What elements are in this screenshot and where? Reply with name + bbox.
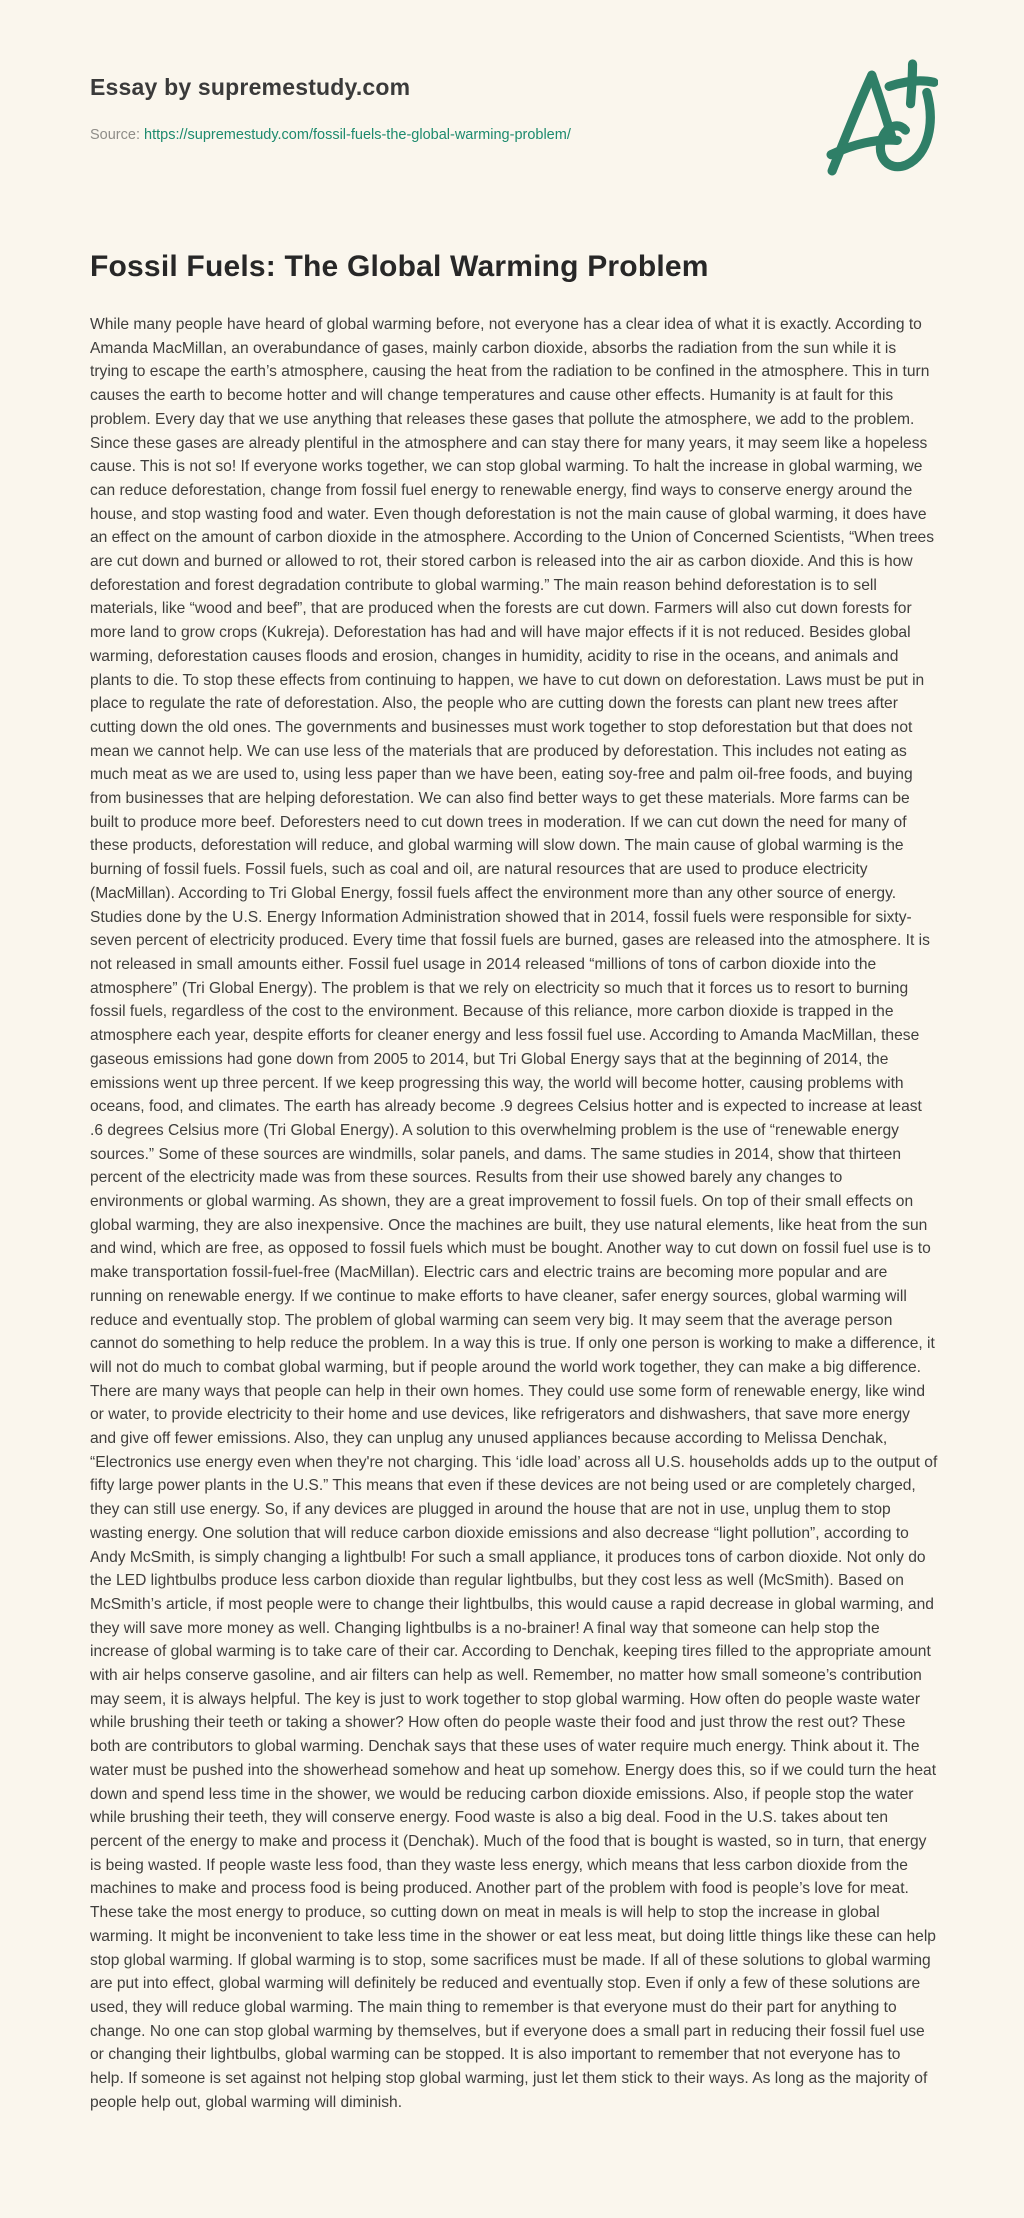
essay-body-text: While many people have heard of global warming before, not everyone has a clear idea of what it is exactly. According to Amanda MacMillan, an overabundance of gases, mainly carbon dioxide, absorbs the radiation from the sun while it is trying to escape the earth’s atmosphere, causing the heat from the radiation to be confined in the atmosphere. This in turn causes the earth to become hotter and will change temperatures and cause other effects. Humanity is at fault for this problem. Every day that we use anything that releases these gases that pollute the atmosphere, we add to the problem. Since these gases are already plentiful in the atmosphere and can stay there for many years, it may seem like a hopeless cause. This is not so! If everyone works together, we can stop global warming. To halt the increase in global warming, we can reduce deforestation, change from fossil fuel energy to renewable energy, find ways to conserve energy around the house, and stop wasting food and water. Even though deforestation is not the main cause of global warming, it does have an effect on the amount of carbon dioxide in the atmosphere. According to the Union of Concerned Scientists, “When trees are cut down and burned or allowed to rot, their stored carbon is released into the air as carbon dioxide. And this is how deforestation and forest degradation contribute to global warming.” The main reason behind deforestation is to sell materials, like “wood and beef”, that are produced when the forests are cut down. Farmers will also cut down forests for more land to grow crops (Kukreja). Deforestation has had and will have major effects if it is not reduced. Besides global warming, deforestation causes floods and erosion, changes in humidity, acidity to rise in the oceans, and animals and plants to die. To stop these effects from continuing to happen, we have to cut down on deforestation. Laws must be put in place to regulate the rate of deforestation. Also, the people who are cutting down the forests can plant new trees after cutting down the old ones. The governments and businesses must work together to stop deforestation but that does not mean we cannot help. We can use less of the materials that are produced by deforestation. This includes not eating as much meat as we are used to, using less paper than we have been, eating soy-free and palm oil-free foods, and buying from businesses that are helping deforestation. We can also find better ways to get these materials. More farms can be built to produce more beef. Deforesters need to cut down trees in moderation. If we can cut down the need for many of these products, deforestation will reduce, and global warming will slow down. The main cause of global warming is the burning of fossil fuels. Fossil fuels, such as coal and oil, are natural resources that are used to produce electricity (MacMillan). According to Tri Global Energy, fossil fuels affect the environment more than any other source of energy. Studies done by the U.S. Energy Information Administration showed that in 2014, fossil fuels were responsible for sixty-seven percent of electricity produced. Every time that fossil fuels are burned, gases are released into the atmosphere. It is not released in small amounts either. Fossil fuel usage in 2014 released “millions of tons of carbon dioxide into the atmosphere” (Tri Global Energy). The problem is that we rely on electricity so much that it forces us to resort to burning fossil fuels, regardless of the cost to the environment. Because of this reliance, more carbon dioxide is trapped in the atmosphere each year, despite efforts for cleaner energy and less fossil fuel use. According to Amanda MacMillan, these gaseous emissions had gone down from 2005 to 2014, but Tri Global Energy says that at the beginning of 2014, the emissions went up three percent. If we keep progressing this way, the world will become hotter, causing problems with oceans, food, and climates. The earth has already become .9 degrees Celsius hotter and is expected to increase at least .6 degrees Celsius more (Tri Global Energy). A solution to this overwhelming problem is the use of “renewable energy sources.” Some of these sources are windmills, solar panels, and dams. The same studies in 2014, show that thirteen percent of the electricity made was from these sources. Results from their use showed barely any changes to environments or global warming. As shown, they are a great improvement to fossil fuels. On top of their small effects on global warming, they are also inexpensive. Once the machines are built, they use natural elements, like heat from the sun and wind, which are free, as opposed to fossil fuels which must be bought. Another way to cut down on fossil fuel use is to make transportation fossil-fuel-free (MacMillan). Electric cars and electric trains are becoming more popular and are running on renewable energy. If we continue to make efforts to have cleaner, safer energy sources, global warming will reduce and eventually stop. The problem of global warming can seem very big. It may seem that the average person cannot do something to help reduce the problem. In a way this is true. If only one person is working to make a difference, it will not do much to combat global warming, but if people around the world work together, they can make a big difference. There are many ways that people can help in their own homes. They could use some form of renewable energy, like wind or water, to provide electricity to their home and use devices, like refrigerators and dishwashers, that save more energy and give off fewer emissions. Also, they can unplug any unused appliances because according to Melissa Denchak, “Electronics use energy even when they're not charging. This ‘idle load’ across all U.S. households adds up to the output of fifty large power plants in the U.S.” This means that even if these devices are not being used or are completely charged, they can still use energy. So, if any devices are plugged in around the house that are not in use, unplug them to stop wasting energy. One solution that will reduce carbon dioxide emissions and also decrease “light pollution”, according to Andy McSmith, is simply changing a lightbulb! For such a small appliance, it produces tons of carbon dioxide. Not only do the LED lightbulbs produce less carbon dioxide than regular lightbulbs, but they cost less as well (McSmith). Based on McSmith’s article, if most people were to change their lightbulbs, this would cause a rapid decrease in global warming, and they will save more money as well. Changing lightbulbs is a no-brainer! A final way that someone can help stop the increase of global warming is to take care of their car. According to Denchak, keeping tires filled to the appropriate amount with air helps conserve gasoline, and air filters can help as well. Remember, no matter how small someone’s contribution may seem, it is always helpful. The key is just to work together to stop global warming. How often do people waste water while brushing their teeth or taking a shower? How often do people waste their food and just throw the rest out? These both are contributors to global warming. Denchak says that these uses of water require much energy. Think about it. The water must be pushed into the showerhead somehow and heat up somehow. Energy does this, so if we could turn the heat down and spend less time in the shower, we would be reducing carbon dioxide emissions. Also, if people stop the water while brushing their teeth, they will conserve energy. Food waste is also a big deal. Food in the U.S. takes about ten percent of the energy to make and process it (Denchak). Much of the food that is bought is wasted, so in turn, that energy is being wasted. If people waste less food, than they waste less energy, which means that less carbon dioxide from the machines to make and process food is being produced. Another part of the problem with food is people’s love for meat. These take the most energy to produce, so cutting down on meat in meals is will help to stop the increase in global warming. It might be inconvenient to take less time in the shower or eat less meat, but doing little things like these can help stop global warming. If global warming is to stop, some sacrifices must be made. If all of these solutions to global warming are put into effect, global warming will definitely be reduced and eventually stop. Even if only a few of these solutions are used, they will reduce global warming. The main thing to remember is that everyone must do their part for anything to change. No one can stop global warming by themselves, but if everyone does a small part in reducing their fossil fuel use or changing their lightbulbs, global warming can be stopped. It is also important to remember that not everyone has to help. If someone is set against not helping stop global warming, just let them stick to their ways. As long as the majority of people help out, global warming will diminish. (90, 316, 938, 2111)
source-url-link[interactable]: https://supremestudy.com/fossil-fuels-the-global-warming-problem/ (144, 127, 571, 143)
essay-title: Fossil Fuels: The Global Warming Problem (90, 250, 709, 283)
a-plus-icon (826, 58, 938, 180)
supremestudy-logo (826, 58, 938, 180)
source-line (90, 127, 571, 143)
essay-attribution: Essay by supremestudy.com (90, 74, 411, 100)
source-label: Source: (90, 127, 140, 143)
